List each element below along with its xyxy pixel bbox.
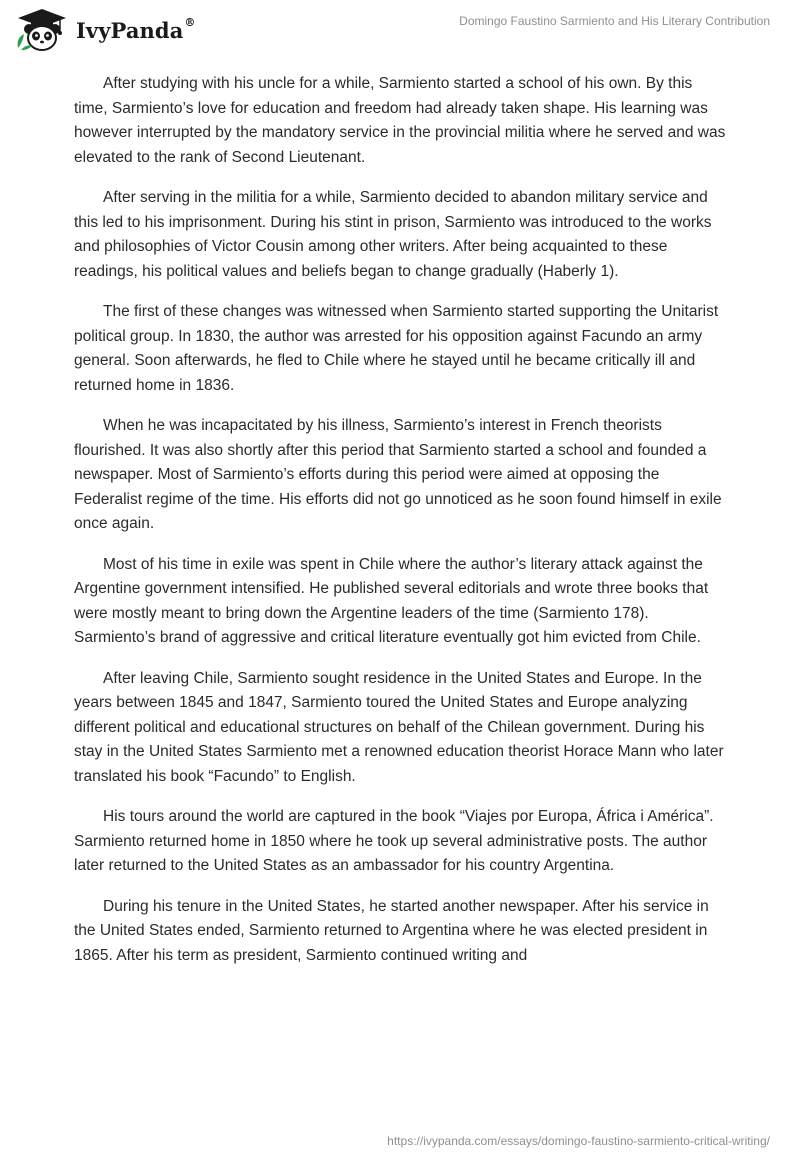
ivypanda-logo[interactable]: [14, 8, 196, 52]
essay-body: [74, 72, 726, 984]
registered-mark: ®: [184, 15, 196, 29]
paragraph: After studying with his uncle for a while, Sarmiento started a school of his own. By this time, Sarmiento’s love for education and freedom had already taken shape. His learning was however interrupted by the mandatory service in the provincial militia where he served and was elevated to the rank of Second Lieutenant.: [74, 75, 726, 166]
document-title: Domingo Faustino Sarmiento and His Literary Contribution: [459, 14, 770, 28]
paragraph: After leaving Chile, Sarmiento sought residence in the United States and Europe. In the years between 1845 and 1847, Sarmiento toured the United States and Europe analyzing different political and educational structures on behalf of the Chilean government. During his stay in the United States Sarmiento met a renowned education theorist Horace Mann who later translated his book “Facundo” to English.: [74, 669, 724, 785]
source-url[interactable]: https://ivypanda.com/essays/domingo-faustino-sarmiento-critical-writing/: [387, 1134, 770, 1148]
paragraph: His tours around the world are captured in the book “Viajes por Europa, África i América”. Sarmiento returned home in 1850 where he took up several administrative posts. The author later returned to the United States as an ambassador for his country Argentina.: [74, 808, 714, 874]
paragraph: During his tenure in the United States, he started another newspaper. After his service in the United States ended, Sarmiento returned to Argentina where he was elected president in 1865. After his term as president, Sarmiento continued writing and: [74, 897, 709, 964]
paragraph: When he was incapacitated by his illness, Sarmiento’s interest in French theorists flourished. It was also shortly after this period that Sarmiento started a school and founded a newspaper. Most of Sarmiento’s efforts during this period were aimed at opposing the Federalist regime of the time. His efforts did not go unnoticed as he soon found himself in exile once again.: [74, 417, 722, 532]
page-header: [0, 0, 800, 70]
paragraph: Most of his time in exile was spent in Chile where the author’s literary attack against the Argentine government intensified. He published several editorials and wrote three books that were mostly meant to bring down the Argentine leaders of the time (Sarmiento 178). Sarmiento’s brand of aggressive and critical literature eventually got him evicted from Chile.: [74, 555, 709, 646]
paragraph: The first of these changes was witnessed when Sarmiento started supporting the Unitarist political group. In 1830, the author was arrested for his opposition against Facundo an army general. Soon afterwards, he fled to Chile where he stayed until he became critically ill and returned home in 1836.: [74, 303, 719, 394]
brand-name: IvyPanda®: [76, 15, 196, 43]
paragraph: After serving in the militia for a while, Sarmiento decided to abandon military service and this led to his imprisonment. During his stint in prison, Sarmiento was introduced to the works and philosophies of Victor Cousin among other writers. After being acquainted to these readings, his political values and beliefs began to change gradually (Haberly 1).: [74, 189, 712, 280]
panda-graduate-icon: [14, 8, 70, 52]
